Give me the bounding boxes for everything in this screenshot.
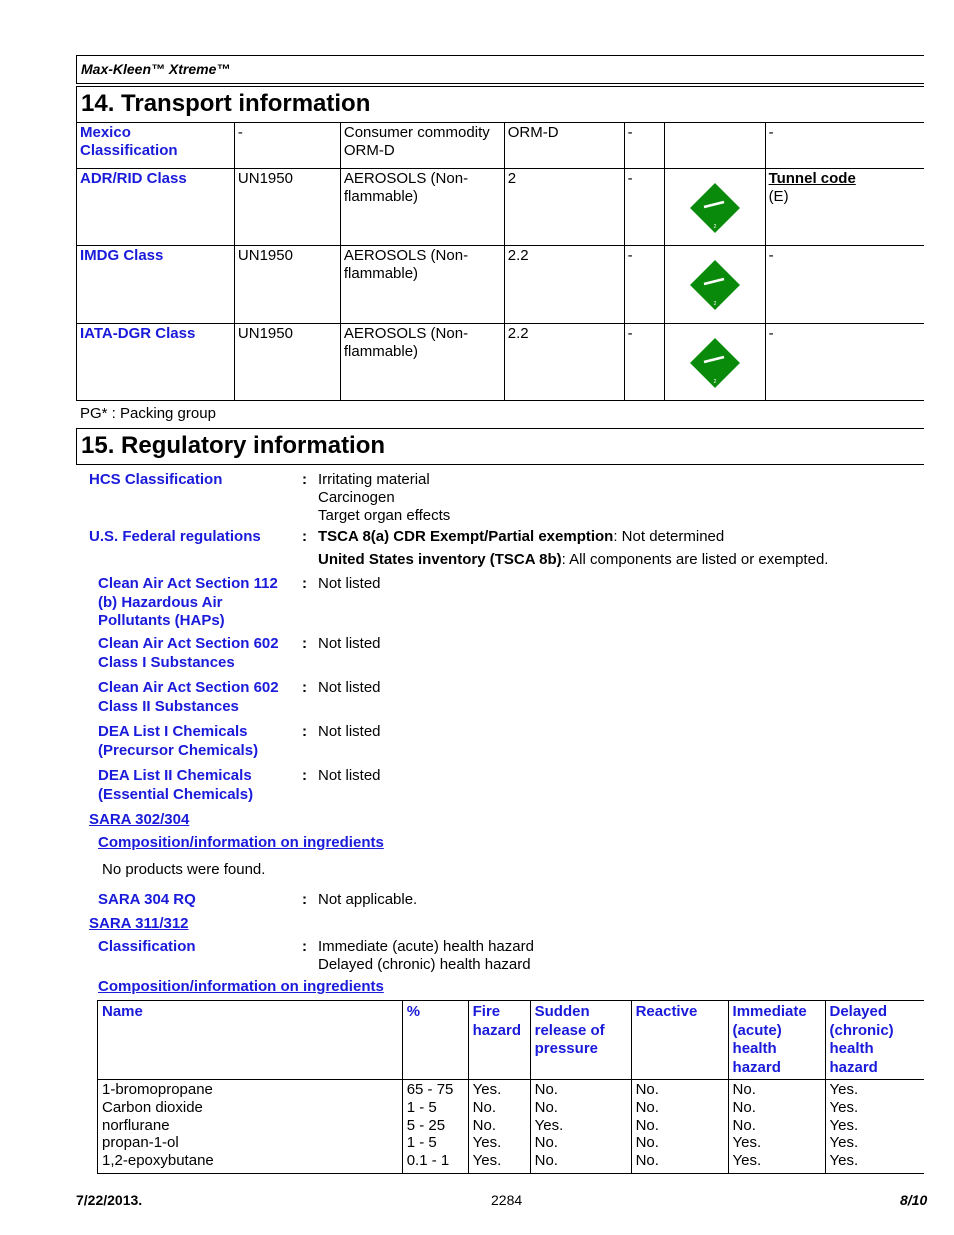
footer-date: 7/22/2013.	[76, 1192, 143, 1208]
non-flammable-gas-pictogram-icon	[688, 258, 742, 312]
transport-class: 2.2	[504, 245, 624, 323]
section-14-title: 14. Transport information	[81, 90, 371, 117]
column-header: Reactive	[631, 1001, 728, 1080]
table-cell-value: Yes.	[732, 1152, 762, 1170]
transport-label: IMDG Class	[80, 246, 164, 264]
colon: :	[302, 528, 307, 545]
no-products-text: No products were found.	[102, 861, 266, 878]
transport-un: UN1950	[234, 245, 340, 323]
footer-number: 2284	[491, 1192, 523, 1208]
table-cell-value: No.	[635, 1152, 659, 1170]
product-name: Max-Kleen™ Xtreme™	[81, 61, 231, 77]
transport-class: 2.2	[504, 323, 624, 400]
table-cell-value: No.	[635, 1116, 659, 1134]
classification-value: Immediate (acute) health hazard	[318, 938, 534, 955]
non-flammable-gas-pictogram-icon	[688, 336, 742, 390]
sara-304-rq-label: SARA 304 RQ	[98, 891, 196, 908]
column-header: Name	[98, 1001, 403, 1080]
caa-602-class-ii-label: Clean Air Act Section 602 Class II Substances	[98, 679, 279, 715]
svg-text:2: 2	[713, 300, 716, 307]
transport-label-cell	[664, 323, 765, 400]
federal-regulations-label: U.S. Federal regulations	[89, 528, 261, 545]
caa-602-class-i-label: Clean Air Act Section 602 Class I Substances	[98, 635, 279, 671]
transport-class: ORM-D	[504, 123, 624, 168]
table-cell-value: Yes.	[534, 1116, 564, 1134]
colon: :	[302, 891, 307, 908]
transport-additional: -	[765, 123, 924, 168]
hcs-classification-label: HCS Classification	[89, 471, 223, 488]
table-cell-value: No.	[534, 1152, 558, 1170]
table-cell	[728, 1080, 825, 1174]
transport-shipping-name: AEROSOLS (Non-flammable)	[340, 323, 504, 400]
classification-label: Classification	[98, 938, 196, 955]
dea-list-i-value: Not listed	[318, 723, 381, 740]
table-body-row	[98, 1080, 925, 1174]
table-cell-value: Yes.	[829, 1134, 859, 1152]
transport-label: ADR/RID Class	[80, 169, 187, 187]
transport-class: 2	[504, 168, 624, 245]
column-header: %	[402, 1001, 468, 1080]
transport-shipping-name: AEROSOLS (Non-flammable)	[340, 168, 504, 245]
table-cell-value: 65 - 75	[406, 1081, 454, 1098]
transport-additional: -	[765, 245, 924, 323]
table-cell-value: Yes.	[732, 1134, 762, 1152]
table-cell	[530, 1080, 631, 1174]
transport-row-adr	[77, 168, 925, 245]
composition-heading: Composition/information on ingredients	[98, 834, 384, 851]
colon: :	[302, 723, 307, 740]
dea-list-ii-value: Not listed	[318, 767, 381, 784]
table-cell-value: No.	[635, 1098, 659, 1116]
transport-label-cell	[664, 123, 765, 168]
sara-311-table	[97, 1000, 924, 1174]
colon: :	[302, 471, 307, 488]
classification-values	[318, 938, 534, 974]
dea-list-ii-label: DEA List II Chemicals (Essential Chemicals)	[98, 767, 254, 803]
sara-302-heading: SARA 302/304	[89, 811, 190, 828]
table-cell	[98, 1080, 403, 1174]
transport-label-cell	[664, 245, 765, 323]
table-cell-value: Yes.	[472, 1152, 502, 1170]
composition-heading-2: Composition/information on ingredients	[98, 978, 384, 995]
table-cell-value: Yes.	[829, 1152, 859, 1170]
page-number: 8/10	[900, 1192, 928, 1208]
table-cell-value: No.	[534, 1081, 558, 1098]
tunnel-code-label: Tunnel code	[768, 169, 856, 187]
table-cell-value: No.	[732, 1081, 756, 1098]
transport-label: IATA-DGR Class	[80, 324, 196, 342]
transport-additional: -	[765, 323, 924, 400]
table-cell-value: 1 - 5	[406, 1098, 437, 1116]
table-cell-value: propan-1-ol	[102, 1134, 179, 1152]
transport-pg: -	[624, 323, 664, 400]
table-cell-value: 5 - 25	[406, 1116, 446, 1134]
colon: :	[302, 679, 307, 696]
transport-row-imdg	[77, 245, 925, 323]
hcs-value: Carcinogen	[318, 489, 395, 506]
table-cell-value: No.	[472, 1116, 496, 1134]
table-cell	[631, 1080, 728, 1174]
sara-304-rq-value: Not applicable.	[318, 891, 418, 908]
svg-text:2: 2	[713, 223, 716, 230]
table-cell-value: 1-bromopropane	[102, 1081, 213, 1098]
tsca-8b-value: : All components are listed or exempted.	[561, 551, 829, 568]
colon: :	[302, 938, 307, 955]
column-header: Immediate (acute) health hazard	[728, 1001, 825, 1080]
table-cell-value: Carbon dioxide	[102, 1098, 203, 1116]
transport-pg: -	[624, 123, 664, 168]
tsca-8b	[318, 551, 828, 569]
table-cell-value: No.	[635, 1081, 659, 1098]
colon: :	[302, 635, 307, 652]
table-cell-value: 0.1 - 1	[406, 1152, 450, 1170]
transport-un: UN1950	[234, 323, 340, 400]
transport-label-cell	[664, 168, 765, 245]
table-cell-value: No.	[472, 1098, 496, 1116]
tsca-8b-label: United States inventory (TSCA 8b)	[318, 551, 562, 568]
table-header-row	[98, 1001, 925, 1080]
transport-un: -	[234, 123, 340, 168]
hcs-value: Irritating material	[318, 471, 430, 488]
hcs-value: Target organ effects	[318, 507, 451, 524]
column-header: Fire hazard	[468, 1001, 530, 1080]
table-cell-value: No.	[534, 1098, 558, 1116]
caa-602-class-ii-value: Not listed	[318, 679, 381, 696]
table-cell-value: No.	[534, 1134, 558, 1152]
table-cell-value: 1 - 5	[406, 1134, 437, 1152]
transport-row-iata	[77, 323, 925, 400]
section-15-heading	[76, 428, 924, 465]
column-header: Sudden release of pressure	[530, 1001, 631, 1080]
tsca-8a	[318, 528, 724, 546]
caa-602-class-i-value: Not listed	[318, 635, 381, 652]
section-15-title: 15. Regulatory information	[81, 432, 386, 459]
classification-value: Delayed (chronic) health hazard	[318, 956, 531, 973]
table-cell	[468, 1080, 530, 1174]
transport-label: Mexico Classification	[80, 124, 178, 159]
non-flammable-gas-pictogram-icon	[688, 181, 742, 235]
tsca-8a-value: : Not determined	[613, 528, 725, 545]
column-header: Delayed (chronic) health hazard	[825, 1001, 924, 1080]
caa-112-value: Not listed	[318, 575, 381, 592]
transport-pg: -	[624, 245, 664, 323]
transport-un: UN1950	[234, 168, 340, 245]
table-cell-value: Yes.	[829, 1116, 859, 1134]
table-cell-value: Yes.	[472, 1081, 502, 1098]
dea-list-i-label: DEA List I Chemicals (Precursor Chemicals)	[98, 723, 259, 759]
table-cell-value: No.	[635, 1134, 659, 1152]
transport-table	[76, 123, 924, 401]
packing-group-footnote: PG* : Packing group	[80, 405, 216, 422]
caa-112-label: Clean Air Act Section 112 (b) Hazardous Air Pollutants (HAPs)	[98, 575, 278, 629]
table-cell-value: Yes.	[829, 1098, 859, 1116]
sara-311-heading: SARA 311/312	[89, 915, 189, 932]
table-cell-value: No.	[732, 1098, 756, 1116]
tsca-8a-label: TSCA 8(a) CDR Exempt/Partial exemption	[318, 528, 614, 545]
colon: :	[302, 767, 307, 784]
transport-pg: -	[624, 168, 664, 245]
hcs-values	[318, 471, 450, 525]
table-cell	[825, 1080, 924, 1174]
transport-shipping-name: Consumer commodity ORM-D	[340, 123, 504, 168]
table-cell-value: No.	[732, 1116, 756, 1134]
section-14-heading	[76, 86, 924, 123]
transport-shipping-name: AEROSOLS (Non-flammable)	[340, 245, 504, 323]
table-cell-value: norflurane	[102, 1116, 170, 1134]
table-cell	[402, 1080, 468, 1174]
svg-text:2: 2	[713, 378, 716, 385]
table-cell-value: 1,2-epoxybutane	[102, 1152, 214, 1170]
document-header	[76, 55, 924, 84]
colon: :	[302, 575, 307, 592]
tunnel-code-value: (E)	[768, 187, 789, 205]
table-cell-value: Yes.	[472, 1134, 502, 1152]
transport-row-mexico	[77, 123, 925, 168]
table-cell-value: Yes.	[829, 1081, 859, 1098]
